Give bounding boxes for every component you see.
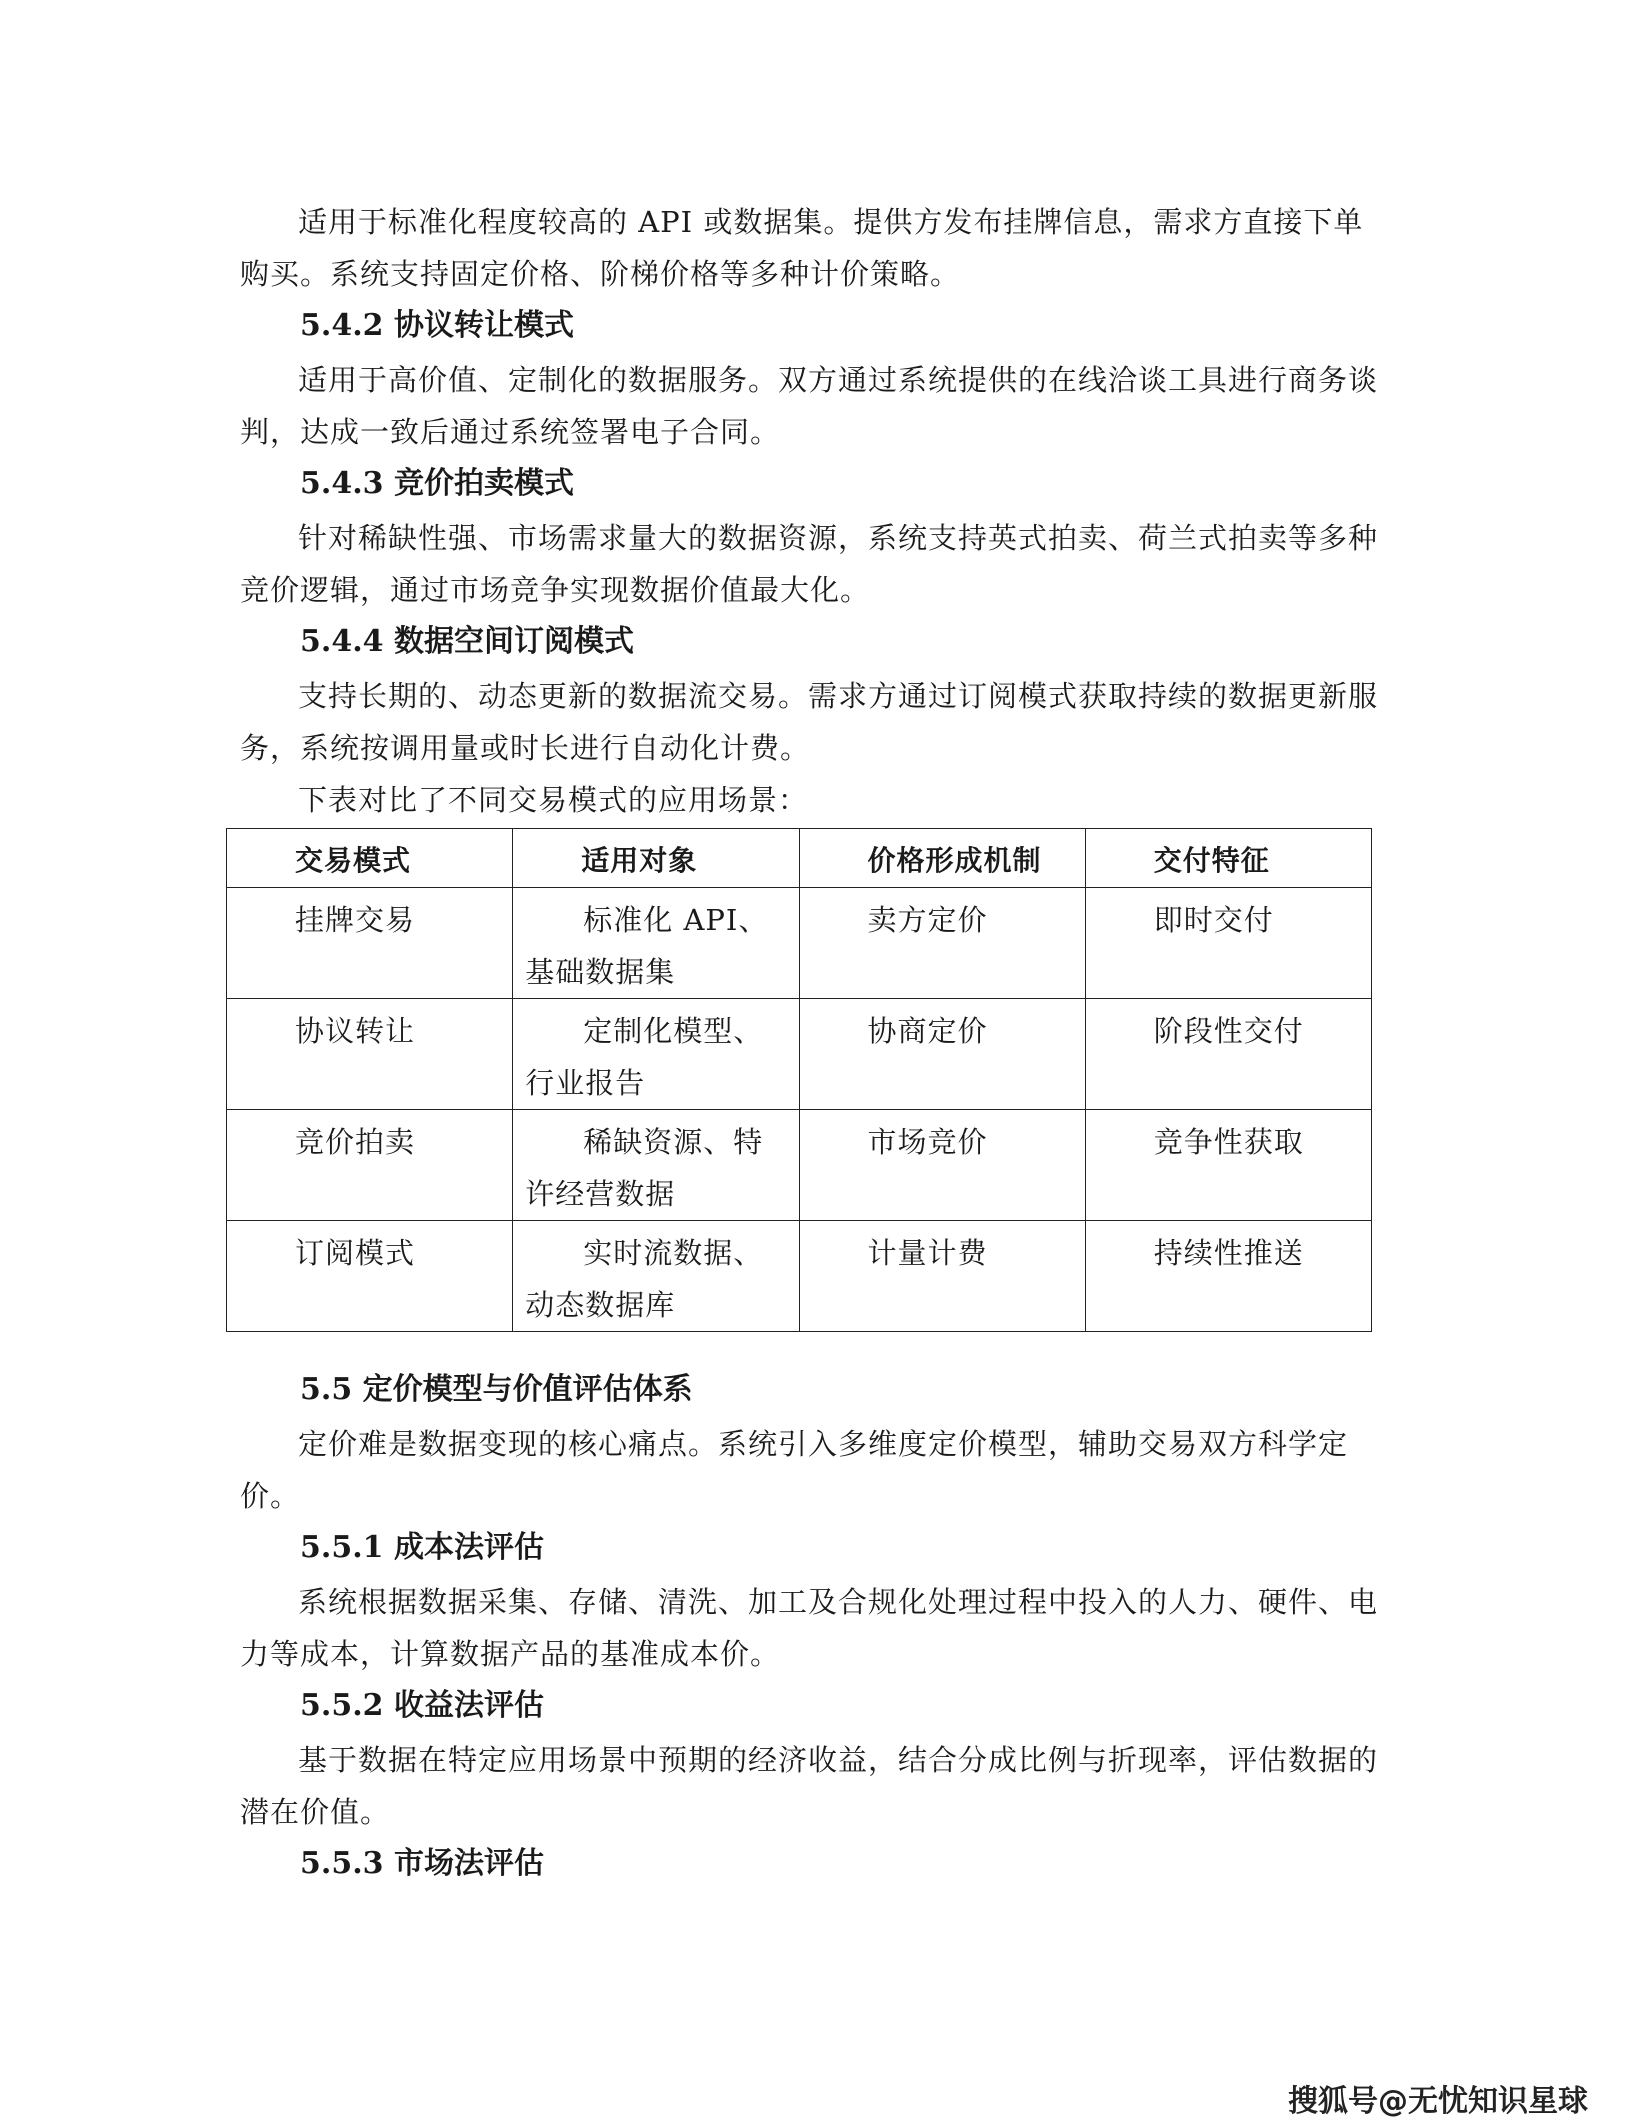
paragraph-cost-method: 系统根据数据采集、存储、清洗、加工及合规化处理过程中投入的人力、硬件、电力等成本，计算数据产品的基准成本价。: [240, 1585, 1379, 1671]
paragraph-pricing-intro: 定价难是数据变现的核心痛点。系统引入多维度定价模型，辅助交易双方科学定价。: [240, 1427, 1349, 1513]
paragraph-table-intro: 下表对比了不同交易模式的应用场景：: [298, 783, 809, 817]
table-cell: 定制化模型、行业报告: [513, 999, 799, 1110]
trading-modes-table: [226, 828, 1372, 1332]
heading-5-4-4: 5.4.4 数据空间订阅模式: [300, 624, 634, 659]
table-cell: 竞争性获取: [1085, 1110, 1371, 1221]
watermark-text: 搜狐号@无忧知识星球: [1288, 2084, 1588, 2119]
table-header-cell: 价格形成机制: [799, 829, 1085, 888]
table-cell: 即时交付: [1085, 888, 1371, 999]
table-cell: 持续性推送: [1085, 1221, 1371, 1332]
table-cell: 阶段性交付: [1085, 999, 1371, 1110]
paragraph-income-method: 基于数据在特定应用场景中预期的经济收益，结合分成比例与折现率，评估数据的潜在价值。: [240, 1743, 1379, 1829]
table-cell: 卖方定价: [799, 888, 1085, 999]
heading-5-5-1: 5.5.1 成本法评估: [300, 1530, 544, 1565]
table-cell: 订阅模式: [227, 1221, 513, 1332]
paragraph-agreement-mode: 适用于高价值、定制化的数据服务。双方通过系统提供的在线洽谈工具进行商务谈判，达成一致后通过系统签署电子合同。: [240, 363, 1379, 449]
table-cell: 实时流数据、动态数据库: [513, 1221, 799, 1332]
paragraph-auction-mode: 针对稀缺性强、市场需求量大的数据资源，系统支持英式拍卖、荷兰式拍卖等多种竞价逻辑，通过市场竞争实现数据价值最大化。: [240, 521, 1379, 607]
heading-5-4-3: 5.4.3 竞价拍卖模式: [300, 466, 574, 501]
table-cell: 协议转让: [227, 999, 513, 1110]
table-row: [227, 1221, 1372, 1332]
table-cell: 市场竞价: [799, 1110, 1085, 1221]
table-cell: 计量计费: [799, 1221, 1085, 1332]
heading-5-5: 5.5 定价模型与价值评估体系: [300, 1372, 693, 1407]
table-cell: 协商定价: [799, 999, 1085, 1110]
heading-5-4-2: 5.4.2 协议转让模式: [300, 308, 574, 343]
heading-5-5-3: 5.5.3 市场法评估: [300, 1846, 544, 1881]
table-header-cell: 交付特征: [1085, 829, 1371, 888]
table-header-cell: 适用对象: [513, 829, 799, 888]
table-header-cell: 交易模式: [227, 829, 513, 888]
table-row: [227, 888, 1372, 999]
table-cell: 挂牌交易: [227, 888, 513, 999]
paragraph-listing-mode: 适用于标准化程度较高的 API 或数据集。提供方发布挂牌信息，需求方直接下单购买。系统支持固定价格、阶梯价格等多种计价策略。: [240, 205, 1364, 291]
table-row: [227, 999, 1372, 1110]
table-cell: 竞价拍卖: [227, 1110, 513, 1221]
table-cell: 标准化 API、基础数据集: [513, 888, 799, 999]
table-cell: 稀缺资源、特许经营数据: [513, 1110, 799, 1221]
paragraph-subscription-mode: 支持长期的、动态更新的数据流交易。需求方通过订阅模式获取持续的数据更新服务，系统按调用量或时长进行自动化计费。: [240, 679, 1379, 765]
heading-5-5-2: 5.5.2 收益法评估: [300, 1688, 544, 1723]
table-header-row: [227, 829, 1372, 888]
table-row: [227, 1110, 1372, 1221]
